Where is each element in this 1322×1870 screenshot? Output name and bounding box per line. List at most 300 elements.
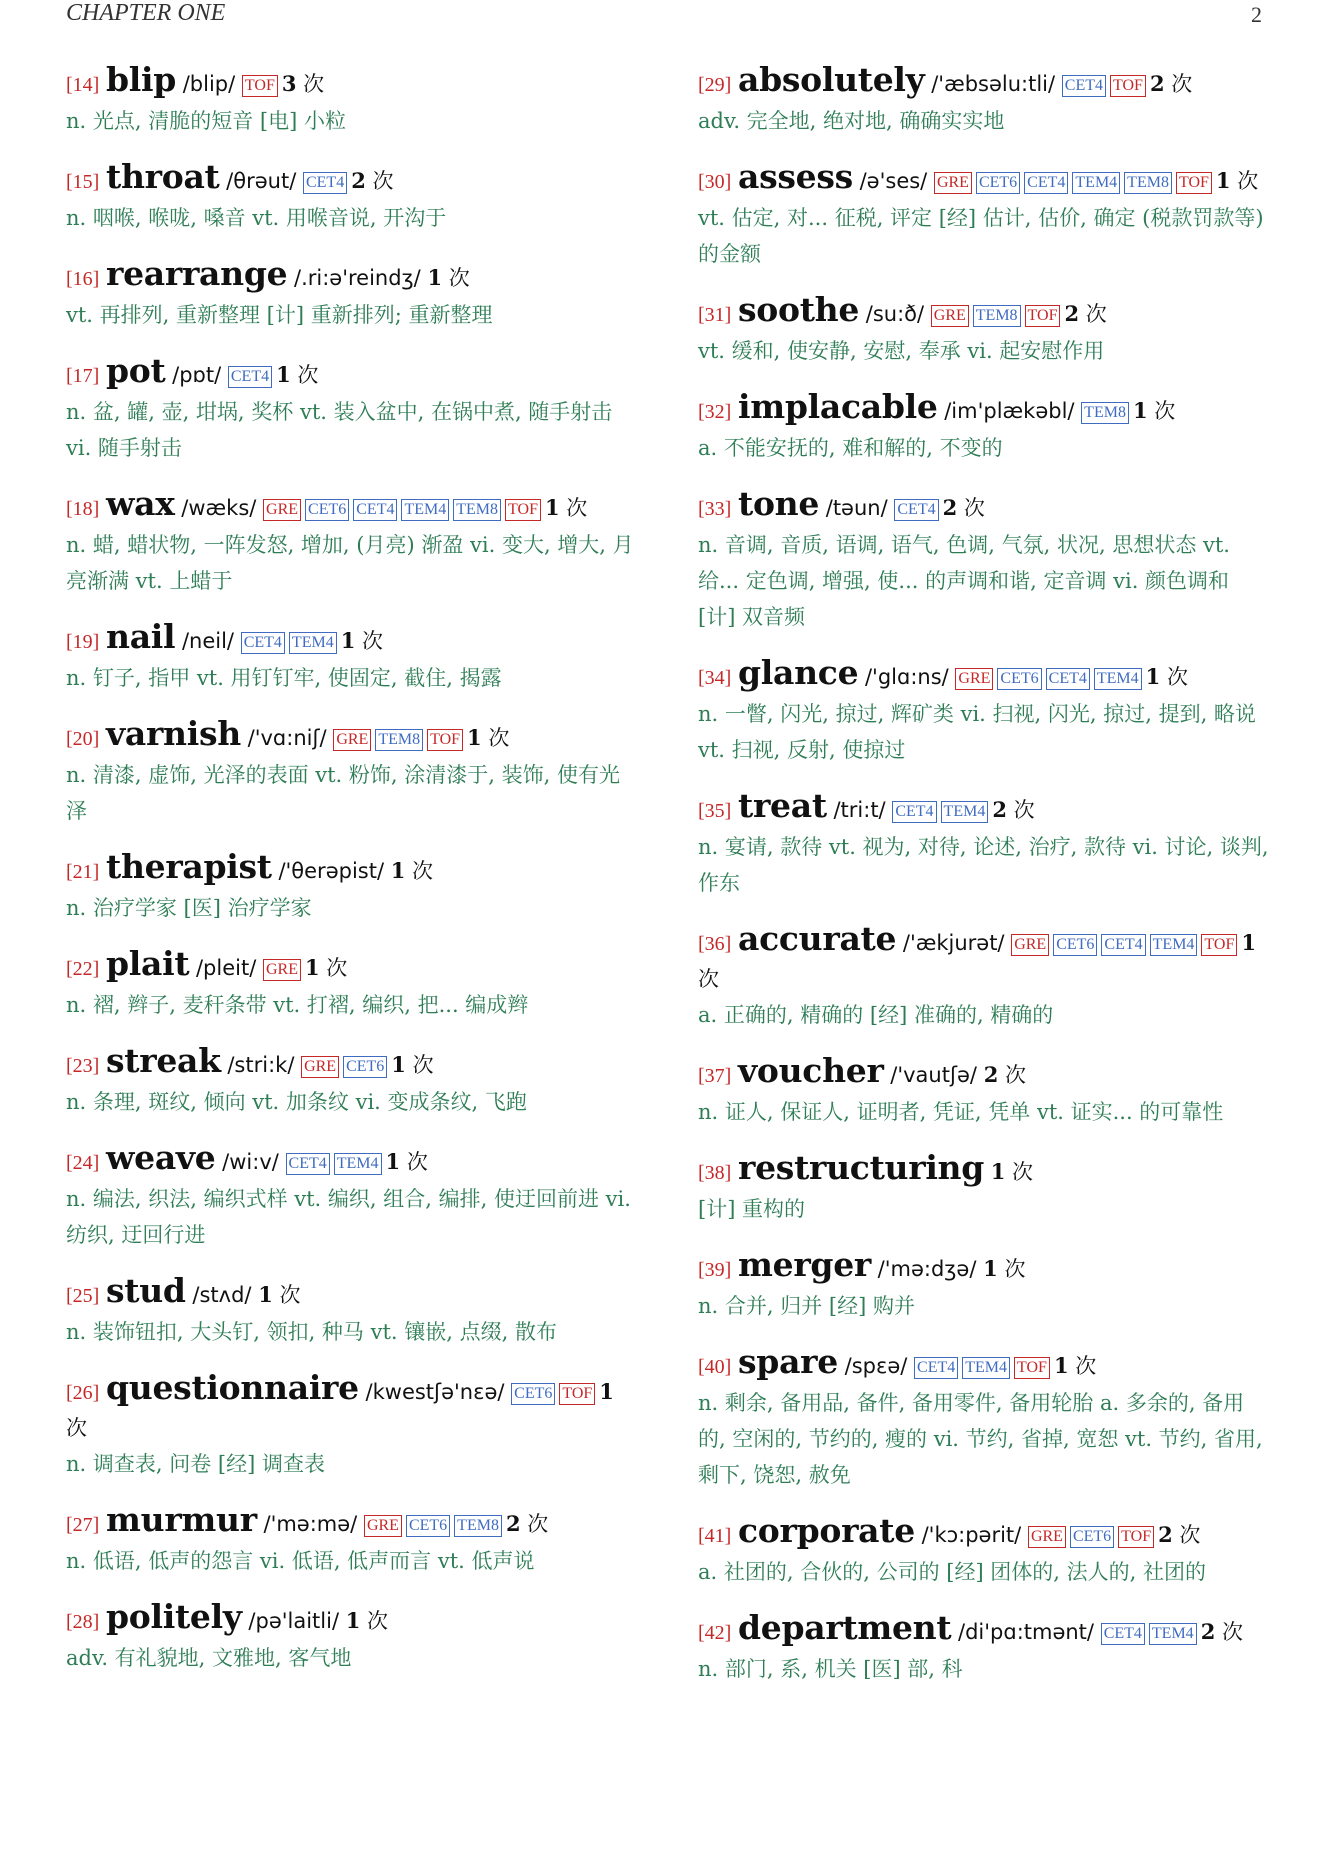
entry-headline	[698, 1247, 1270, 1288]
word-entry	[698, 788, 1270, 901]
occurrence-count	[346, 1609, 388, 1633]
count-suffix: 次	[1012, 1160, 1034, 1184]
entry-number: [19]	[66, 631, 100, 653]
exam-tag-cet6: CET6	[997, 668, 1041, 690]
count-suffix: 次	[1222, 1620, 1243, 1644]
entry-number: [41]	[698, 1525, 732, 1547]
count-suffix: 次	[1171, 72, 1193, 96]
exam-tag-cet4: CET4	[914, 1357, 958, 1379]
occurrence-count	[282, 72, 324, 96]
exam-tag-gre: GRE	[263, 499, 301, 521]
phonetic: /pə'laitli/	[248, 1609, 340, 1633]
count-value: 2	[351, 168, 366, 193]
entry-headline	[698, 1344, 1270, 1385]
phonetic: /neil/	[181, 629, 235, 653]
phonetic: /'æbsəlu:tli/	[931, 72, 1056, 96]
exam-tag-cet4: CET4	[241, 632, 285, 654]
headword: spare	[738, 1342, 838, 1381]
entry-number: [32]	[698, 401, 732, 423]
exam-tag-gre: GRE	[931, 305, 969, 327]
word-entry	[66, 486, 634, 599]
definition: n. 条理, 斑纹, 倾向 vt. 加条纹 vi. 变成条纹, 飞跑	[66, 1090, 527, 1114]
entry-number: [26]	[66, 1382, 100, 1404]
entry-number: [36]	[698, 933, 732, 955]
occurrence-count	[305, 956, 347, 980]
phonetic: /stri:k/	[227, 1053, 295, 1077]
count-value: 2	[1064, 301, 1080, 326]
occurrence-count	[992, 798, 1034, 822]
word-entry	[698, 1513, 1270, 1590]
word-entry	[698, 389, 1270, 466]
occurrence-count	[1064, 302, 1106, 326]
exam-tag-cet4: CET4	[353, 499, 397, 521]
exam-tag-tof: TOF	[242, 75, 278, 97]
count-value: 1	[340, 628, 356, 653]
word-entry	[66, 1043, 634, 1120]
word-entry	[66, 619, 634, 696]
definition: n. 治疗学家 [医] 治疗学家	[66, 896, 312, 920]
phonetic: /'mə:mə/	[263, 1512, 358, 1536]
count-value: 1	[345, 1608, 361, 1633]
headword: glance	[738, 653, 859, 692]
count-suffix: 次	[372, 169, 394, 193]
count-value: 1	[990, 1159, 1006, 1184]
headword: department	[738, 1608, 952, 1647]
entry-number: [40]	[698, 1356, 732, 1378]
phonetic: /wi:v/	[222, 1150, 279, 1174]
occurrence-count	[991, 1160, 1033, 1184]
entry-headline	[66, 62, 634, 103]
definition: n. 合并, 归并 [经] 购并	[698, 1294, 915, 1318]
entry-headline	[66, 716, 634, 757]
exam-tag-tof: TOF	[427, 729, 463, 751]
definition: n. 褶, 辫子, 麦秆条带 vt. 打褶, 编织, 把... 编成辫	[66, 993, 529, 1017]
exam-tag-tof: TOF	[1025, 305, 1061, 327]
definition: vt. 缓和, 使安静, 安慰, 奉承 vi. 起安慰作用	[698, 339, 1105, 363]
entry-number: [15]	[66, 171, 100, 193]
count-value: 1	[1053, 1353, 1069, 1378]
entry-headline	[66, 1370, 634, 1446]
occurrence-count	[984, 1063, 1026, 1087]
occurrence-count	[391, 859, 433, 883]
count-value: 1	[599, 1379, 614, 1404]
word-entry	[698, 1053, 1270, 1130]
headword: plait	[106, 944, 190, 983]
entry-number: [28]	[66, 1611, 100, 1633]
exam-tag-tof: TOF	[1110, 75, 1146, 97]
exam-tag-cet6: CET6	[976, 172, 1020, 194]
definition: n. 编法, 织法, 编织式样 vt. 编织, 组合, 编排, 使迂回前进 vi. 纺织, 迂回行进	[66, 1187, 631, 1247]
entry-headline	[66, 1273, 634, 1314]
count-value: 1	[258, 1282, 273, 1307]
exam-tag-cet4: CET4	[892, 801, 936, 823]
entry-number: [23]	[66, 1055, 100, 1077]
headword: rearrange	[106, 254, 288, 293]
occurrence-count	[1054, 1354, 1096, 1378]
entry-headline	[698, 1610, 1270, 1651]
exam-tag-tof: TOF	[559, 1383, 595, 1405]
count-value: 1	[391, 1052, 406, 1077]
count-suffix: 次	[1075, 1354, 1097, 1378]
headword: politely	[106, 1597, 242, 1636]
entry-headline	[66, 849, 634, 890]
occurrence-count	[506, 1512, 548, 1536]
count-value: 1	[1132, 398, 1148, 423]
word-entry	[66, 159, 634, 236]
occurrence-count	[1201, 1620, 1243, 1644]
count-value: 2	[1200, 1619, 1216, 1644]
entry-headline	[66, 1599, 634, 1640]
count-value: 2	[1149, 71, 1165, 96]
count-value: 2	[505, 1511, 521, 1536]
headword: voucher	[738, 1051, 884, 1090]
definition: adv. 有礼貌地, 文雅地, 客气地	[66, 1646, 352, 1670]
entry-number: [27]	[66, 1514, 100, 1536]
definition: n. 部门, 系, 机关 [医] 部, 科	[698, 1657, 963, 1681]
exam-tag-tem8: TEM8	[1124, 172, 1172, 194]
count-value: 2	[1158, 1522, 1173, 1547]
exam-tag-cet6: CET6	[1070, 1526, 1114, 1548]
phonetic: /stʌd/	[192, 1283, 252, 1307]
definition: n. 蜡, 蜡状物, 一阵发怒, 增加, (月亮) 渐盈 vi. 变大, 增大, 月亮渐满 vt. 上蜡于	[66, 533, 634, 593]
entry-headline	[698, 159, 1270, 200]
headword: therapist	[106, 847, 272, 886]
count-suffix: 次	[1085, 302, 1107, 326]
phonetic: /tri:t/	[833, 798, 886, 822]
headword: questionnaire	[106, 1368, 359, 1407]
count-suffix: 次	[1004, 1257, 1026, 1281]
word-entry	[66, 1140, 634, 1253]
exam-tag-cet4: CET4	[1046, 668, 1090, 690]
entry-number: [42]	[698, 1622, 732, 1644]
exam-tag-tof: TOF	[1176, 172, 1212, 194]
entry-number: [29]	[698, 74, 732, 96]
count-value: 1	[385, 1149, 401, 1174]
occurrence-count	[351, 169, 393, 193]
entry-number: [34]	[698, 667, 732, 689]
exam-tag-cet4: CET4	[1024, 172, 1068, 194]
entry-headline	[698, 788, 1270, 829]
headword: restructuring	[738, 1148, 985, 1187]
exam-tag-tem8: TEM8	[375, 729, 423, 751]
exam-tag-cet6: CET6	[406, 1515, 450, 1537]
definition: a. 正确的, 精确的 [经] 准确的, 精确的	[698, 1003, 1054, 1027]
occurrence-count	[391, 1053, 433, 1077]
headword: weave	[106, 1138, 216, 1177]
headword: merger	[738, 1245, 871, 1284]
word-entry	[66, 1370, 634, 1482]
phonetic: /'kɔ:pərit/	[921, 1523, 1022, 1547]
headword: pot	[106, 351, 166, 390]
left-column	[66, 62, 634, 1696]
entry-number: [17]	[66, 365, 100, 387]
count-suffix: 次	[527, 1512, 549, 1536]
exam-tag-gre: GRE	[301, 1056, 339, 1078]
word-entry	[66, 1502, 634, 1579]
exam-tag-cet4: CET4	[303, 172, 347, 194]
word-entry	[698, 62, 1270, 139]
exam-tag-tem8: TEM8	[1081, 402, 1129, 424]
phonetic: /su:ð/	[865, 302, 925, 326]
count-suffix: 次	[1166, 665, 1188, 689]
entry-number: [39]	[698, 1259, 732, 1281]
exam-tag-tem8: TEM8	[973, 305, 1021, 327]
count-suffix: 次	[412, 859, 434, 883]
count-suffix: 次	[412, 1053, 434, 1077]
definition: vt. 估定, 对... 征税, 评定 [经] 估计, 估价, 确定 (税款罚款等) 的金额	[698, 206, 1264, 266]
occurrence-count	[1146, 665, 1188, 689]
entry-number: [25]	[66, 1285, 100, 1307]
entry-number: [24]	[66, 1152, 100, 1174]
entry-number: [14]	[66, 74, 100, 96]
word-entry	[698, 159, 1270, 272]
entry-headline	[66, 1140, 634, 1181]
headword: throat	[106, 157, 220, 196]
word-entry	[698, 1247, 1270, 1324]
count-suffix: 次	[1013, 798, 1035, 822]
count-value: 1	[390, 858, 406, 883]
exam-tag-tem4: TEM4	[401, 499, 449, 521]
occurrence-count	[1133, 399, 1175, 423]
headword: corporate	[738, 1511, 915, 1550]
exam-tag-tem4: TEM4	[962, 1357, 1010, 1379]
word-entry	[66, 1599, 634, 1676]
entry-headline	[698, 921, 1270, 997]
entry-headline	[66, 1043, 634, 1084]
exam-tag-gre: GRE	[333, 729, 371, 751]
right-column	[698, 62, 1270, 1707]
count-suffix: 次	[66, 1416, 87, 1440]
phonetic: /pleit/	[195, 956, 257, 980]
entry-headline	[66, 946, 634, 987]
phonetic: /.ri:ə'reindʒ/	[294, 266, 421, 290]
headword: varnish	[106, 714, 241, 753]
headword: tone	[738, 484, 820, 523]
exam-tag-cet4: CET4	[228, 366, 272, 388]
exam-tag-tem4: TEM4	[1072, 172, 1120, 194]
count-suffix: 次	[297, 363, 319, 387]
headword: nail	[106, 617, 176, 656]
count-value: 1	[1215, 168, 1231, 193]
exam-tag-tem8: TEM8	[453, 499, 501, 521]
occurrence-count	[386, 1150, 428, 1174]
phonetic: /ə'ses/	[859, 169, 928, 193]
occurrence-count	[1216, 169, 1258, 193]
entry-headline	[698, 292, 1270, 333]
exam-tag-tem8: TEM8	[454, 1515, 502, 1537]
occurrence-count	[276, 363, 318, 387]
phonetic: /blip/	[182, 72, 236, 96]
count-suffix: 次	[362, 629, 384, 653]
exam-tag-cet4: CET4	[1101, 1623, 1145, 1645]
phonetic: /im'plækəbl/	[944, 399, 1075, 423]
entry-headline	[66, 159, 634, 200]
occurrence-count	[983, 1257, 1025, 1281]
entry-number: [33]	[698, 498, 732, 520]
definition: n. 低语, 低声的怨言 vi. 低语, 低声而言 vt. 低声说	[66, 1549, 535, 1573]
phonetic: /'mə:dʒə/	[877, 1257, 977, 1281]
definition: n. 咽喉, 喉咙, 嗓音 vt. 用喉音说, 开沟于	[66, 206, 447, 230]
entry-headline	[66, 1502, 634, 1543]
occurrence-count	[258, 1283, 300, 1307]
exam-tag-gre: GRE	[263, 959, 301, 981]
phonetic: /təun/	[825, 496, 888, 520]
word-entry	[698, 655, 1270, 768]
headword: stud	[106, 1271, 186, 1310]
entry-headline	[698, 1053, 1270, 1094]
word-entry	[698, 1610, 1270, 1687]
definition: n. 装饰钮扣, 大头钉, 领扣, 种马 vt. 镶嵌, 点缀, 散布	[66, 1320, 557, 1344]
phonetic: /di'pɑ:tmənt/	[958, 1620, 1094, 1644]
entry-number: [22]	[66, 958, 100, 980]
count-suffix: 次	[326, 956, 348, 980]
count-value: 2	[942, 495, 958, 520]
occurrence-count	[341, 629, 383, 653]
definition: n. 剩余, 备用品, 备件, 备用零件, 备用轮胎 a. 多余的, 备用的, 空闲的, 节约的, 瘦的 vi. 节约, 省掉, 宽恕 vt. 节约, 省用, 剩下, 饶恕, 赦免	[698, 1391, 1263, 1487]
occurrence-count	[1158, 1523, 1200, 1547]
count-suffix: 次	[367, 1609, 389, 1633]
entry-headline	[698, 655, 1270, 696]
word-entry	[698, 1344, 1270, 1493]
count-value: 1	[983, 1256, 998, 1281]
exam-tag-tem4: TEM4	[941, 801, 989, 823]
word-entry	[698, 921, 1270, 1033]
phonetic: /'glɑ:ns/	[864, 665, 949, 689]
definition: n. 清漆, 虚饰, 光泽的表面 vt. 粉饰, 涂清漆于, 装饰, 使有光泽	[66, 763, 620, 823]
occurrence-count	[943, 496, 985, 520]
phonetic: /'vautʃə/	[890, 1063, 977, 1087]
entry-headline	[66, 486, 634, 527]
phonetic: /'ækjurət/	[902, 931, 1005, 955]
count-suffix: 次	[488, 726, 510, 750]
exam-tag-tof: TOF	[1014, 1357, 1050, 1379]
word-entry	[698, 1150, 1270, 1227]
headword: blip	[106, 60, 177, 99]
entry-number: [21]	[66, 861, 100, 883]
count-suffix: 次	[279, 1283, 301, 1307]
definition: n. 调查表, 问卷 [经] 调查表	[66, 1452, 325, 1476]
occurrence-count	[1150, 72, 1192, 96]
count-value: 3	[281, 71, 297, 96]
entry-headline	[698, 62, 1270, 103]
count-suffix: 次	[448, 266, 470, 290]
phonetic: /wæks/	[181, 496, 257, 520]
count-value: 1	[276, 362, 291, 387]
count-value: 1	[1241, 930, 1256, 955]
exam-tag-cet4: CET4	[894, 499, 938, 521]
word-entry	[66, 946, 634, 1023]
count-suffix: 次	[698, 967, 719, 991]
exam-tag-gre: GRE	[955, 668, 993, 690]
word-entry	[66, 1273, 634, 1350]
definition: n. 宴请, 款待 vt. 视为, 对待, 论述, 治疗, 款待 vi. 讨论, 谈判, 作东	[698, 835, 1269, 895]
word-entry	[698, 486, 1270, 635]
definition: a. 不能安抚的, 难和解的, 不变的	[698, 436, 1003, 460]
exam-tag-cet6: CET6	[343, 1056, 387, 1078]
entry-number: [20]	[66, 728, 100, 750]
entry-number: [38]	[698, 1162, 732, 1184]
exam-tag-gre: GRE	[1011, 934, 1049, 956]
word-entry	[66, 716, 634, 829]
headword: streak	[106, 1041, 221, 1080]
exam-tag-cet6: CET6	[511, 1383, 555, 1405]
count-value: 1	[1145, 664, 1161, 689]
occurrence-count	[427, 266, 469, 290]
headword: absolutely	[738, 60, 925, 99]
count-suffix: 次	[406, 1150, 428, 1174]
entry-headline	[698, 1513, 1270, 1554]
page-number: 2	[1251, 2, 1262, 27]
count-suffix: 次	[1005, 1063, 1026, 1087]
count-value: 1	[304, 955, 320, 980]
exam-tag-tem4: TEM4	[1150, 934, 1198, 956]
entry-headline	[698, 486, 1270, 527]
exam-tag-gre: GRE	[1028, 1526, 1066, 1548]
count-suffix: 次	[303, 72, 325, 96]
exam-tag-tem4: TEM4	[289, 632, 337, 654]
count-suffix: 次	[1237, 169, 1259, 193]
entry-number: [37]	[698, 1065, 732, 1087]
exam-tag-cet6: CET6	[305, 499, 349, 521]
entry-number: [16]	[66, 268, 100, 290]
exam-tag-cet6: CET6	[1053, 934, 1097, 956]
phonetic: /'vɑ:niʃ/	[247, 726, 327, 750]
definition: n. 音调, 音质, 语调, 语气, 色调, 气氛, 状况, 思想状态 vt. 给... 定色调, 增强, 使... 的声调和谐, 定音调 vi. 颜色调和 [计] 双音频	[698, 533, 1230, 629]
phonetic: /kwestʃə'nɛə/	[365, 1380, 505, 1404]
entry-headline	[66, 256, 634, 297]
count-suffix: 次	[1179, 1523, 1201, 1547]
phonetic: /θrəut/	[226, 169, 297, 193]
exam-tag-tem4: TEM4	[1094, 668, 1142, 690]
headword: accurate	[738, 919, 897, 958]
occurrence-count	[545, 496, 587, 520]
exam-tag-tof: TOF	[1118, 1526, 1154, 1548]
headword: treat	[738, 786, 827, 825]
phonetic: /spεə/	[844, 1354, 908, 1378]
exam-tag-tem4: TEM4	[1149, 1623, 1197, 1645]
definition: adv. 完全地, 绝对地, 确确实实地	[698, 109, 1005, 133]
count-suffix: 次	[1154, 399, 1176, 423]
definition: n. 光点, 清脆的短音 [电] 小粒	[66, 109, 346, 133]
entry-number: [30]	[698, 171, 732, 193]
count-value: 2	[992, 797, 1007, 822]
count-value: 1	[427, 265, 443, 290]
exam-tag-cet4: CET4	[286, 1153, 330, 1175]
entry-headline	[66, 353, 634, 394]
exam-tag-tem4: TEM4	[334, 1153, 382, 1175]
entry-headline	[66, 619, 634, 660]
entry-number: [35]	[698, 800, 732, 822]
entry-headline	[698, 1150, 1270, 1191]
exam-tag-tof: TOF	[505, 499, 541, 521]
phonetic: /pɒt/	[172, 363, 222, 387]
exam-tag-tof: TOF	[1201, 934, 1237, 956]
definition: n. 证人, 保证人, 证明者, 凭证, 凭单 vt. 证实... 的可靠性	[698, 1100, 1224, 1124]
count-suffix: 次	[566, 496, 588, 520]
headword: wax	[106, 484, 175, 523]
word-entry	[66, 256, 634, 333]
entry-number: [31]	[698, 304, 732, 326]
exam-tag-cet4: CET4	[1101, 934, 1145, 956]
headword: murmur	[106, 1500, 257, 1539]
definition: vt. 再排列, 重新整理 [计] 重新排列; 重新整理	[66, 303, 493, 327]
exam-tag-gre: GRE	[934, 172, 972, 194]
count-value: 1	[544, 495, 560, 520]
occurrence-count	[467, 726, 509, 750]
count-value: 2	[983, 1062, 999, 1087]
entry-headline	[698, 389, 1270, 430]
definition: a. 社团的, 合伙的, 公司的 [经] 团体的, 法人的, 社团的	[698, 1560, 1207, 1584]
